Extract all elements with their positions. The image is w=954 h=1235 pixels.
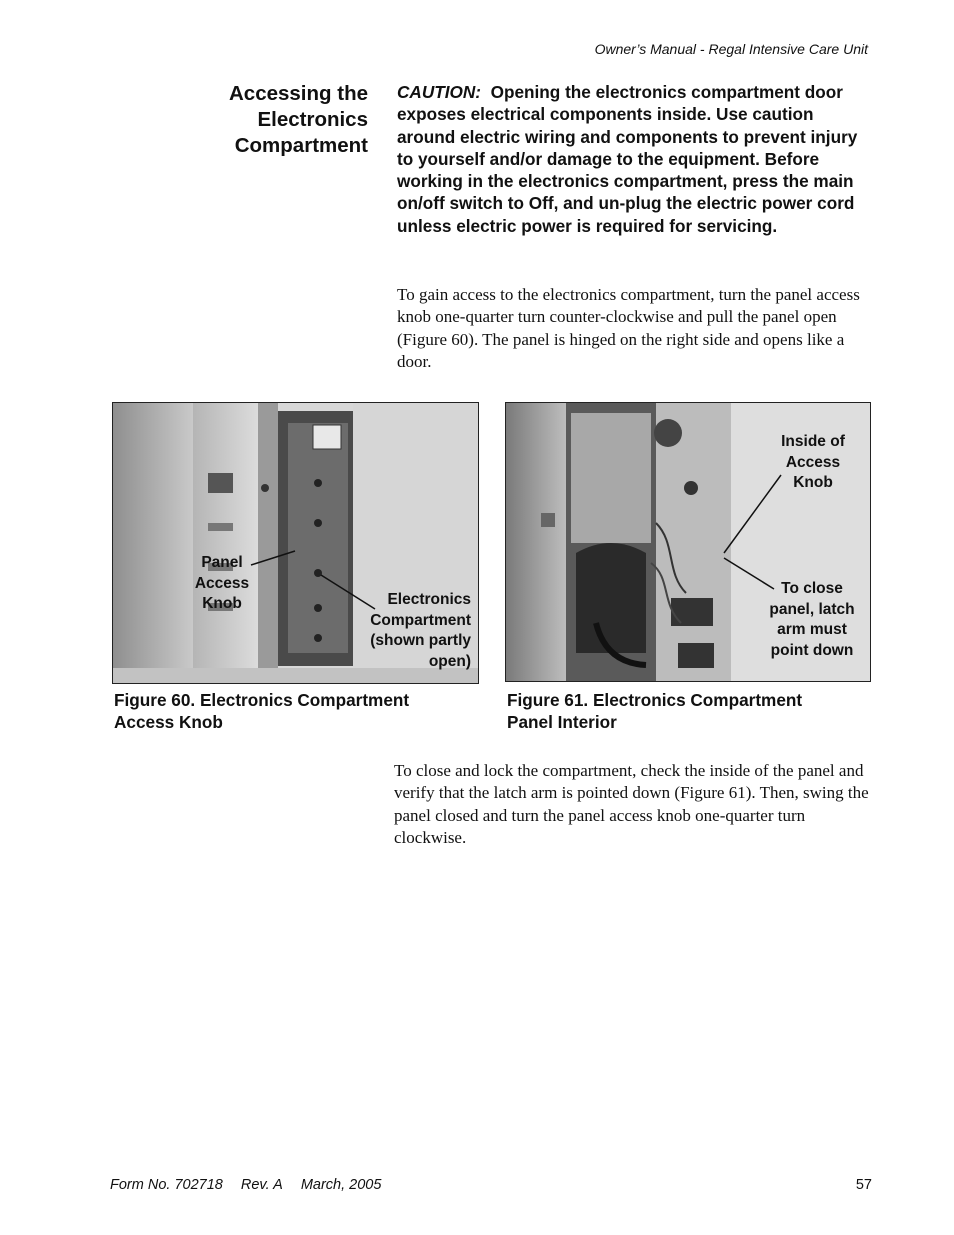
- section-title-line: Electronics: [257, 108, 368, 131]
- page-number: 57: [855, 1177, 872, 1193]
- callout-latch-arm: [757, 579, 867, 661]
- callout-line: Access: [785, 453, 841, 471]
- form-number: Form No. 702718: [110, 1177, 223, 1193]
- figure-60-photo: [112, 402, 479, 684]
- publication-date: March, 2005: [300, 1177, 382, 1193]
- callout-line: Access: [194, 574, 250, 592]
- callout-line: Inside of: [781, 433, 845, 450]
- access-paragraph: To gain access to the electronics compartment, turn the panel access knob one-quarter turn counter-clockwise and pull the panel open (Figure 60). The panel is hinged on the right side and opens like a door.: [397, 285, 860, 372]
- callout-line: panel, latch: [769, 600, 855, 618]
- caption-line: Access Knob: [114, 712, 223, 732]
- callout-line: Knob: [202, 595, 242, 612]
- section-title-line: Compartment: [234, 134, 368, 157]
- section-title: [150, 81, 368, 159]
- callout-line: Panel: [201, 554, 243, 571]
- callout-line: Compartment: [370, 611, 471, 629]
- figure-61-caption: [507, 689, 867, 733]
- caption-line: Figure 60. Electronics Compartment: [114, 690, 410, 710]
- caution-text: Opening the electronics compartment door exposes electrical components inside. Use caution around electric wiring and components to prevent injury to yourself and/or damage to the equipment. Before working in the electronics compartment, press the main on/off switch to Off, and un-plug the electric power cord unless electric power is required for servicing.: [397, 82, 858, 236]
- caption-line: Figure 61. Electronics Compartment: [507, 690, 803, 710]
- figure-60-caption: [114, 689, 474, 733]
- callout-line: point down: [770, 641, 854, 659]
- callout-line: Knob: [793, 474, 833, 491]
- callout-line: open): [428, 652, 471, 670]
- callout-line: Electronics: [387, 591, 471, 608]
- callout-line: (shown partly: [370, 632, 471, 649]
- revision: Rev. A: [240, 1177, 283, 1193]
- close-paragraph: To close and lock the compartment, check the inside of the panel and verify that the latch arm is pointed down (Figure 61). Then, swing the panel closed and turn the panel access knob one-quarter turn clockwise.: [394, 761, 869, 848]
- callout-electronics-compartment: [348, 590, 471, 672]
- section-title-line: Accessing the: [229, 82, 368, 105]
- running-header: Owner’s Manual - Regal Intensive Care Unit: [594, 41, 868, 57]
- callout-inside-access-knob: [768, 432, 858, 494]
- callout-panel-access-knob: [183, 553, 261, 615]
- figure-61-photo: [505, 402, 871, 682]
- caption-line: Panel Interior: [507, 712, 617, 732]
- caution-label: CAUTION:: [397, 82, 482, 102]
- caution-block: [397, 81, 875, 237]
- callout-line: To close: [781, 580, 843, 597]
- footer-form-info: [110, 1177, 395, 1193]
- callout-line: arm must: [777, 621, 847, 638]
